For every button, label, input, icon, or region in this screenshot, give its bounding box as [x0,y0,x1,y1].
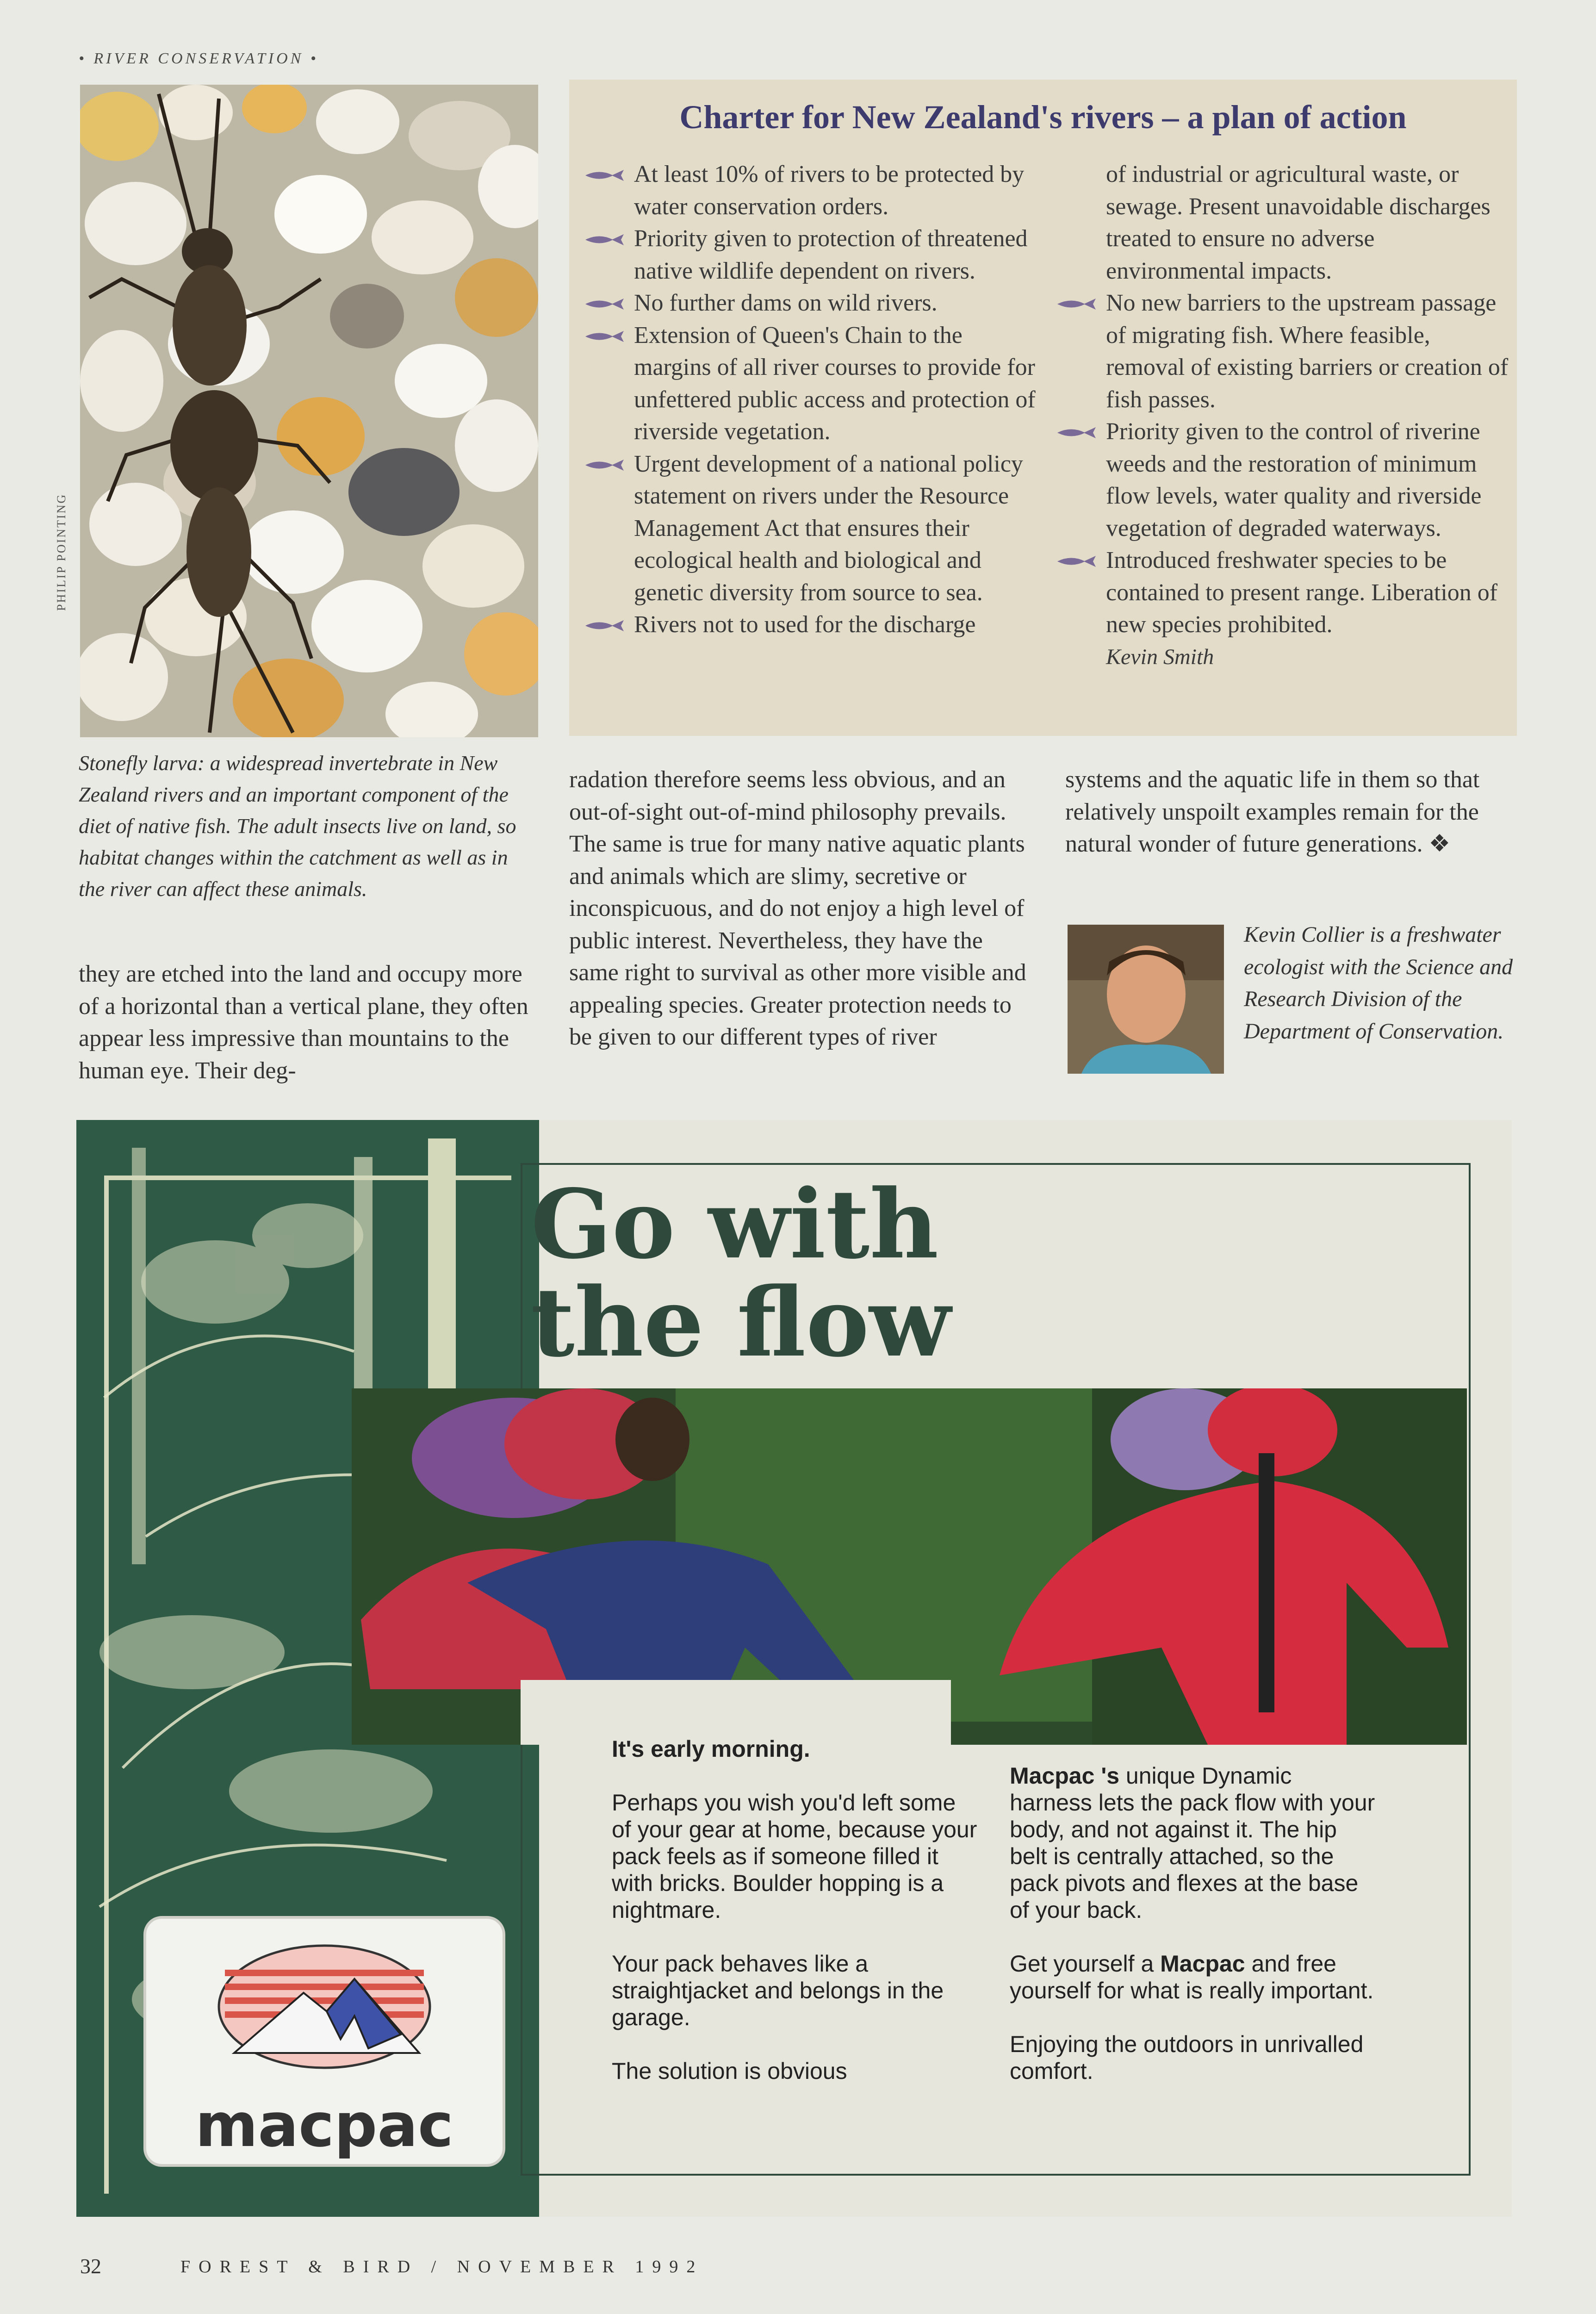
charter-right-item [1055,158,1509,287]
stonefly-illustration [80,85,538,737]
fish-bullet-icon [583,297,625,311]
fish-bullet-icon [1055,554,1097,568]
fish-bullet-icon [583,330,625,343]
macpac-logo-text: macpac [195,2090,454,2160]
ad-right-paragraph-1 [1010,1762,1380,1923]
fish-bullet-icon [1055,426,1097,440]
charter-box [569,80,1517,736]
charter-item-text: Extension of Queen's Chain to the margins of all river courses to provide for unfettered public access and protection of riverside vegetation. [634,322,1036,445]
ad-right-p2-post: and free yourself for what is really important. [1010,1951,1374,2003]
macpac-logo-patch [143,1916,505,2167]
ad-brand-1: Macpac 's [1010,1763,1120,1789]
ad-brand-2: Macpac [1160,1951,1245,1977]
charter-right-item [1055,287,1509,416]
fish-bullet-icon [583,619,625,633]
author-bio: Kevin Collier is a freshwater ecologist with the Science and Research Division of the Department of Conservation. [1244,922,1513,1044]
ad-left-paragraph-3: The solution is obvious [612,2058,847,2084]
stonefly-photo [80,85,538,737]
charter-left-item [583,448,1037,609]
fish-bullet-icon [583,168,625,182]
fish-bullet-icon [583,458,625,472]
charter-left-item [583,223,1037,287]
ad-right-paragraph-2 [1010,1950,1380,2004]
ad-left-paragraph-1: Perhaps you wish you'd left some of your gear at home, because your pack feels as if someone filled it with bricks. Boulder hopping is a nightmare. [612,1790,977,1923]
charter-item-text: No new barriers to the upstream passage of migrating fish. Where feasible, removal of existing barriers or creation of fish passes. [1106,290,1509,413]
mountain-logo-icon [216,1942,433,2071]
charter-item-text: Rivers not to used for the discharge [634,611,976,638]
charter-item-text: Urgent development of a national policy statement on rivers under the Resource Management Act that ensures their ecological health and biological and genetic diversity from source to sea. [634,450,1023,606]
charter-author: Kevin Smith [1106,644,1214,669]
charter-right-item [1055,416,1509,544]
ad-copy-right [1010,1762,1380,2111]
photo-caption: Stonefly larva: a widespread invertebrate in New Zealand rivers and an important component of the diet of native fish. The adult insects live on land, so habitat changes within the catchment as well as in the river can affect these animals. [79,751,516,901]
section-label: • RIVER CONSERVATION • [79,50,319,67]
charter-left-column [583,158,1037,641]
photo-credit: PHILIP POINTING [55,493,68,611]
ad-copy-left [612,1736,977,2111]
charter-item-text: Priority given to protection of threatened native wildlife dependent on rivers. [634,225,1028,284]
ad-headline [531,1169,951,1378]
ad-headline-line1: Go with [531,1169,939,1280]
publication-footer: FOREST & BIRD / NOVEMBER 1992 [180,2257,704,2277]
fish-bullet-icon [583,233,625,247]
fish-bullet-icon [1055,297,1097,311]
charter-item-text: Introduced freshwater species to be contained to present range. Liberation of new species prohibited. [1106,547,1498,638]
ad-right-p2-pre: Get yourself a [1010,1951,1161,1977]
charter-left-item [583,609,1037,641]
charter-left-item [583,319,1037,448]
article-column-1: they are etched into the land and occupy more of a horizontal than a vertical plane, they often appear less impressive than mountains to the human eye. Their deg- [79,961,528,1084]
ad-right-p1-text: unique Dynamic harness lets the pack flow with your body, and not against it. The hip belt is centrally attached, so the pack pivots and flexes at the base of your back. [1010,1763,1375,1923]
author-portrait [1068,925,1224,1074]
charter-left-item [583,287,1037,319]
charter-title: Charter for New Zealand's rivers – a plan of action [679,99,1407,136]
charter-item-text: Priority given to the control of riverine weeds and the restoration of minimum flow levels, water quality and riverside vegetation of degraded waterways. [1106,418,1482,541]
charter-item-text: No further dams on wild rivers. [634,290,938,316]
charter-left-item [583,158,1037,223]
charter-right-column [1055,158,1509,673]
page-number: 32 [80,2254,101,2278]
charter-right-item [1055,544,1509,641]
article-column-3: systems and the aquatic life in them so that relatively unspoilt examples remain for the natural wonder of future generations. ❖ [1065,766,1480,857]
charter-item-text: of industrial or agricultural waste, or sewage. Present unavoidable discharges treated to ensure no adverse environmental impacts. [1106,161,1490,284]
article-column-2: radation therefore seems less obvious, and an out-of-sight out-of-mind philosophy prevails. The same is true for many native aquatic plants and animals which are slimy, secretive or inconspicuous, and do not enjoy a high level of public interest. Nevertheless, they have the same right to survival as other more visible and appealing species. Greater protection needs to be given to our different types of river [569,766,1026,1050]
charter-item-text: At least 10% of rivers to be protected by water conservation orders. [634,161,1025,220]
ad-left-paragraph-2: Your pack behaves like a straightjacket and belongs in the garage. [612,1951,944,2030]
ad-right-paragraph-3: Enjoying the outdoors in unrivalled comfort. [1010,2031,1364,2084]
ad-left-heading: It's early morning. [612,1736,810,1762]
ad-headline-line2: the flow [531,1267,951,1378]
